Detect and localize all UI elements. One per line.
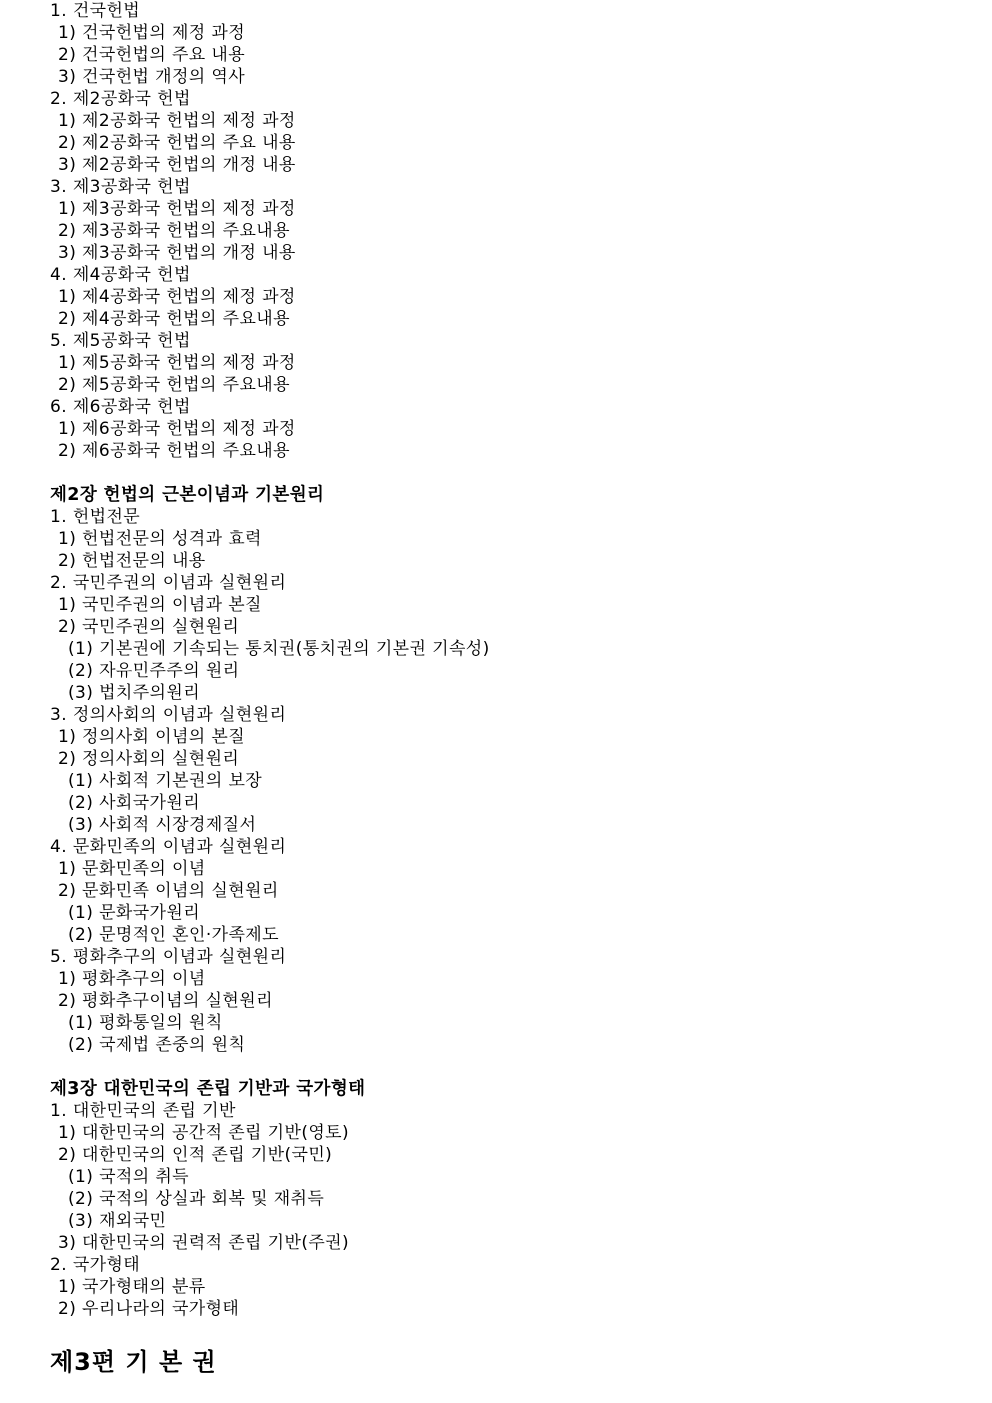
subsection-item: 2) 제6공화국 헌법의 주요내용 (58, 441, 290, 461)
section-heading: 5. 제5공화국 헌법 (50, 331, 191, 351)
subsection-item: 2) 제3공화국 헌법의 주요내용 (58, 221, 290, 241)
subsection-item: 1) 건국헌법의 제정 과정 (58, 23, 246, 43)
sub-subsection-item: (2) 국적의 상실과 회복 및 재취득 (68, 1189, 325, 1209)
sub-subsection-item: (1) 문화국가원리 (68, 903, 201, 923)
section-heading: 6. 제6공화국 헌법 (50, 397, 191, 417)
subsection-item: 2) 우리나라의 국가형태 (58, 1299, 240, 1319)
section-heading: 2. 국가형태 (50, 1255, 141, 1275)
sub-subsection-item: (2) 자유민주주의 원리 (68, 661, 240, 681)
subsection-item: 1) 제4공화국 헌법의 제정 과정 (58, 287, 296, 307)
chapter-heading: 제3장 대한민국의 존립 기반과 국가형태 (50, 1079, 366, 1099)
subsection-item: 2) 정의사회의 실현원리 (58, 749, 240, 769)
sub-subsection-item: (3) 법치주의원리 (68, 683, 201, 703)
section-heading: 3. 제3공화국 헌법 (50, 177, 191, 197)
subsection-item: 2) 제5공화국 헌법의 주요내용 (58, 375, 290, 395)
subsection-item: 1) 제2공화국 헌법의 제정 과정 (58, 111, 296, 131)
sub-subsection-item: (2) 국제법 존중의 원칙 (68, 1035, 246, 1055)
subsection-item: 3) 제2공화국 헌법의 개정 내용 (58, 155, 296, 175)
section-heading: 3. 정의사회의 이념과 실현원리 (50, 705, 287, 725)
section-heading: 2. 제2공화국 헌법 (50, 89, 191, 109)
section-heading: 2. 국민주권의 이념과 실현원리 (50, 573, 287, 593)
subsection-item: 2) 제4공화국 헌법의 주요내용 (58, 309, 290, 329)
section-heading: 4. 제4공화국 헌법 (50, 265, 191, 285)
subsection-item: 3) 건국헌법 개정의 역사 (58, 67, 246, 87)
chapter-heading: 제2장 헌법의 근본이념과 기본원리 (50, 485, 325, 505)
subsection-item: 3) 대한민국의 권력적 존립 기반(주권) (58, 1233, 350, 1253)
subsection-item: 3) 제3공화국 헌법의 개정 내용 (58, 243, 296, 263)
section-heading: 5. 평화추구의 이념과 실현원리 (50, 947, 287, 967)
section-heading: 1. 대한민국의 존립 기반 (50, 1101, 236, 1121)
subsection-item: 2) 국민주권의 실현원리 (58, 617, 240, 637)
subsection-item: 1) 제5공화국 헌법의 제정 과정 (58, 353, 296, 373)
subsection-item: 1) 문화민족의 이념 (58, 859, 206, 879)
sub-subsection-item: (2) 사회국가원리 (68, 793, 201, 813)
subsection-item: 1) 평화추구의 이념 (58, 969, 206, 989)
subsection-item: 2) 제2공화국 헌법의 주요 내용 (58, 133, 296, 153)
sub-subsection-item: (2) 문명적인 혼인·가족제도 (68, 925, 279, 945)
subsection-item: 2) 건국헌법의 주요 내용 (58, 45, 246, 65)
subsection-item: 1) 제6공화국 헌법의 제정 과정 (58, 419, 296, 439)
section-heading: 1. 건국헌법 (50, 1, 141, 21)
subsection-item: 2) 문화민족 이념의 실현원리 (58, 881, 279, 901)
subsection-item: 1) 국가형태의 분류 (58, 1277, 206, 1297)
sub-subsection-item: (1) 기본권에 기속되는 통치권(통치권의 기본권 기속성) (68, 639, 490, 659)
sub-subsection-item: (3) 재외국민 (68, 1211, 167, 1231)
subsection-item: 2) 대한민국의 인적 존립 기반(국민) (58, 1145, 333, 1165)
part-heading: 제3편 기 본 권 (50, 1348, 217, 1376)
subsection-item: 1) 국민주권의 이념과 본질 (58, 595, 262, 615)
subsection-item: 1) 대한민국의 공간적 존립 기반(영토) (58, 1123, 350, 1143)
section-heading: 4. 문화민족의 이념과 실현원리 (50, 837, 287, 857)
subsection-item: 2) 평화추구이념의 실현원리 (58, 991, 273, 1011)
sub-subsection-item: (1) 국적의 취득 (68, 1167, 189, 1187)
subsection-item: 1) 헌법전문의 성격과 효력 (58, 529, 262, 549)
sub-subsection-item: (3) 사회적 시장경제질서 (68, 815, 257, 835)
sub-subsection-item: (1) 사회적 기본권의 보장 (68, 771, 263, 791)
section-heading: 1. 헌법전문 (50, 507, 141, 527)
subsection-item: 2) 헌법전문의 내용 (58, 551, 206, 571)
subsection-item: 1) 정의사회 이념의 본질 (58, 727, 246, 747)
subsection-item: 1) 제3공화국 헌법의 제정 과정 (58, 199, 296, 219)
sub-subsection-item: (1) 평화통일의 원칙 (68, 1013, 223, 1033)
